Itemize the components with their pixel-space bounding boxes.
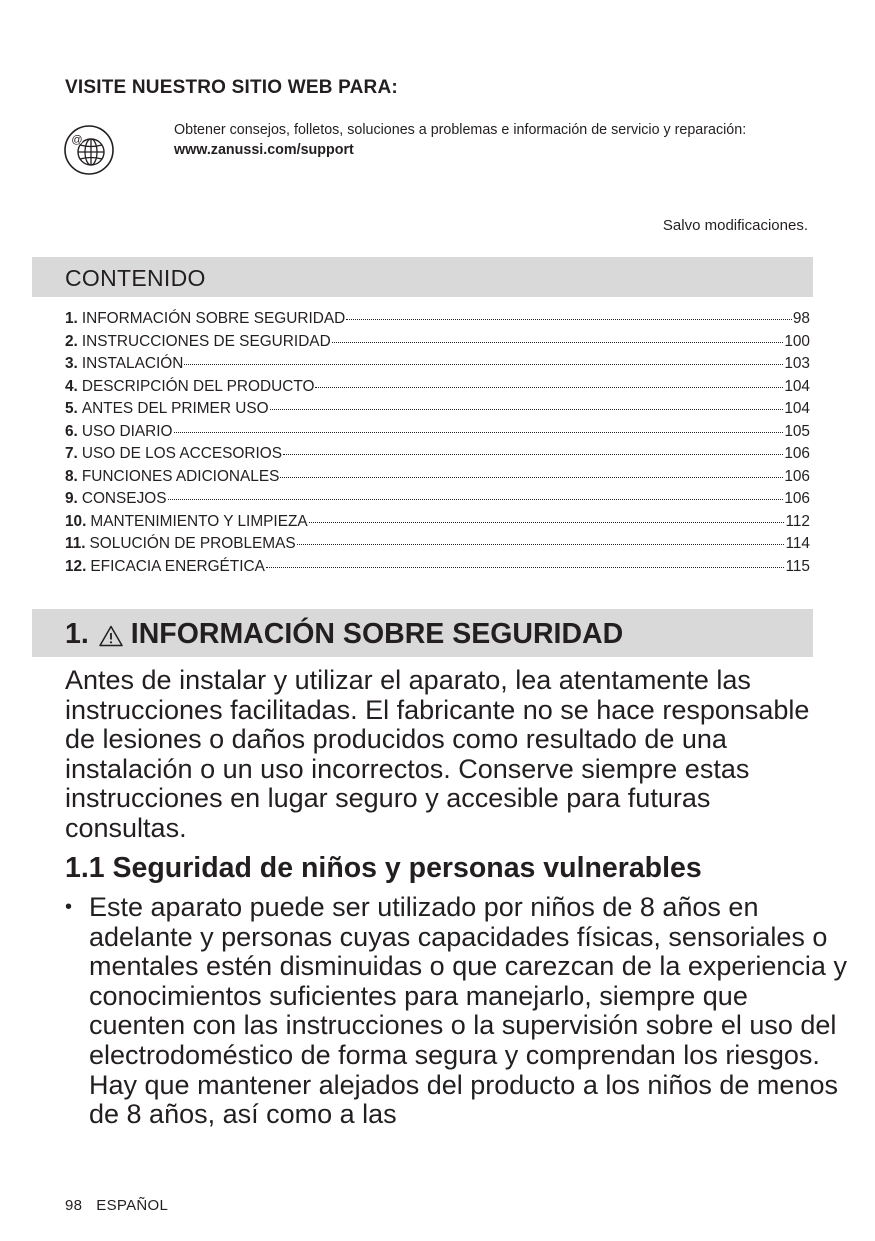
subsection-title: 1.1 Seguridad de niños y personas vulnerables [65, 852, 702, 884]
globe-at-icon [63, 124, 115, 176]
bullet-item [65, 893, 849, 1130]
toc-item[interactable] [65, 443, 810, 466]
toc-item[interactable] [65, 466, 810, 489]
toc-page: 106 [784, 490, 810, 507]
toc-item[interactable] [65, 376, 810, 399]
toc-item[interactable] [65, 511, 810, 534]
toc-item[interactable] [65, 556, 810, 579]
toc-number: 4. [65, 377, 78, 395]
toc-leader [174, 432, 784, 433]
toc-leader [297, 544, 785, 545]
support-info [174, 121, 774, 160]
modifications-notice: Salvo modificaciones. [662, 217, 808, 234]
toc-leader [309, 522, 785, 523]
toc-label: INFORMACIÓN SOBRE SEGURIDAD [81, 310, 346, 327]
svg-text:@: @ [71, 134, 83, 146]
toc-leader [332, 342, 784, 343]
support-url-link[interactable]: www.zanussi.com/support [174, 141, 354, 158]
toc-item[interactable] [65, 331, 810, 354]
page-number: 98 [65, 1197, 83, 1214]
toc-page: 115 [785, 557, 810, 575]
visit-website-heading: VISITE NUESTRO SITIO WEB PARA: [65, 77, 398, 98]
toc-leader [168, 499, 784, 500]
toc-item[interactable] [65, 488, 810, 511]
section-title-text: INFORMACIÓN SOBRE SEGURIDAD [130, 618, 624, 650]
toc-leader [315, 387, 783, 388]
toc-label: DESCRIPCIÓN DEL PRODUCTO [81, 377, 315, 395]
table-of-contents [65, 308, 810, 578]
contents-title: CONTENIDO [65, 265, 206, 291]
toc-page: 106 [784, 445, 810, 462]
toc-number: 7. [65, 445, 78, 462]
toc-page: 105 [784, 422, 810, 440]
toc-page: 106 [784, 467, 810, 485]
section-number: 1. [65, 618, 89, 650]
warning-triangle-icon [99, 625, 123, 647]
toc-leader [184, 364, 783, 365]
toc-item[interactable] [65, 533, 810, 556]
toc-label: INSTALACIÓN [81, 355, 184, 372]
toc-number: 9. [65, 490, 78, 507]
contents-header-band [32, 257, 813, 297]
toc-number: 2. [65, 332, 78, 350]
bullet-text: Este aparato puede ser utilizado por niños de 8 años en adelante y personas cuyas capacidades físicas, sensoriales o mentales estén disminuidas o que carezcan de la experiencia y conocimientos suficientes para manejarlo, siempre que cuenten con las instrucciones o la supervisión sobre el uso del electrodoméstico de forma segura y comprendan los riesgos. Hay que mantener alejados del producto a los niños de menos de 8 años, así como a las [89, 892, 847, 1130]
toc-number: 8. [65, 467, 78, 485]
toc-label: INSTRUCCIONES DE SEGURIDAD [81, 332, 331, 350]
toc-number: 10. [65, 512, 87, 530]
toc-label: USO DE LOS ACCESORIOS [81, 445, 282, 462]
toc-page: 104 [784, 400, 810, 417]
toc-leader [346, 319, 792, 320]
toc-item[interactable] [65, 421, 810, 444]
toc-item[interactable] [65, 308, 810, 331]
toc-number: 1. [65, 310, 78, 327]
toc-page: 98 [792, 310, 810, 327]
section-header-band [32, 609, 813, 657]
bullet-marker: • [65, 896, 73, 918]
toc-item[interactable] [65, 353, 810, 376]
section-title [65, 618, 623, 651]
toc-page: 112 [785, 512, 810, 530]
toc-label: MANTENIMIENTO Y LIMPIEZA [90, 512, 308, 530]
toc-item[interactable] [65, 398, 810, 421]
page-footer [65, 1197, 168, 1214]
toc-page: 100 [784, 332, 810, 350]
toc-number: 3. [65, 355, 78, 372]
toc-label: USO DIARIO [81, 422, 173, 440]
toc-label: EFICACIA ENERGÉTICA [90, 557, 265, 575]
toc-leader [270, 409, 784, 410]
toc-label: ANTES DEL PRIMER USO [81, 400, 269, 417]
toc-leader [266, 567, 785, 568]
toc-label: SOLUCIÓN DE PROBLEMAS [89, 535, 296, 552]
toc-leader [283, 454, 783, 455]
toc-number: 5. [65, 400, 78, 417]
intro-paragraph: Antes de instalar y utilizar el aparato, lea atentamente las instrucciones facilitadas. El fabricante no se hace responsable de lesiones o daños producidos como resultado de una instalación o un uso incorrectos. Conserve siempre estas instrucciones en lugar seguro y accesible para futuras consultas. [65, 665, 810, 843]
support-description: Obtener consejos, folletos, soluciones a problemas e información de servicio y reparación: [174, 122, 747, 138]
toc-page: 114 [785, 535, 810, 552]
footer-language: ESPAÑOL [96, 1197, 169, 1214]
toc-label: CONSEJOS [81, 490, 167, 507]
toc-page: 103 [784, 355, 810, 372]
toc-number: 12. [65, 557, 87, 575]
toc-label: FUNCIONES ADICIONALES [81, 467, 280, 485]
toc-leader [280, 477, 783, 478]
toc-number: 6. [65, 422, 78, 440]
toc-number: 11. [65, 535, 86, 552]
toc-page: 104 [784, 377, 810, 395]
